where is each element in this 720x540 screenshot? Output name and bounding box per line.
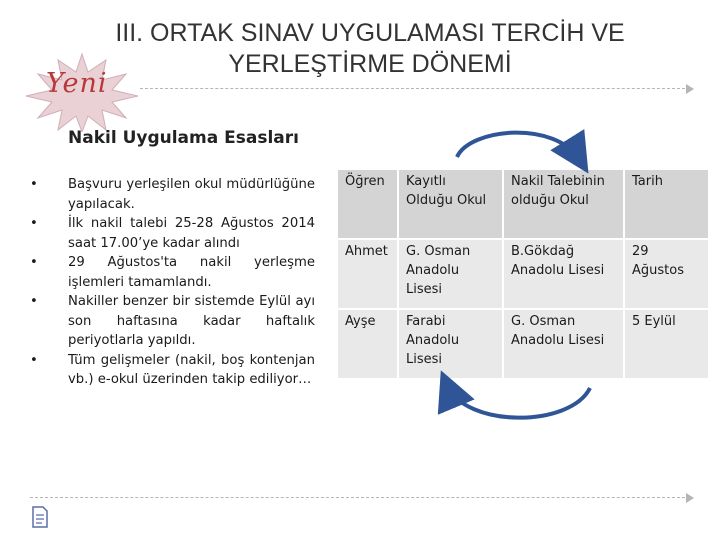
top-divider-arrow-icon — [686, 84, 694, 94]
table-cell: G. Osman Anadolu Lisesi — [503, 309, 624, 379]
header-requested-school: Nakil Talebinin olduğu Okul — [503, 170, 624, 239]
header-date: Tarih — [624, 170, 709, 239]
bullet-text: 29 Ağustos'ta nakil yerleşme işlemleri tamamlandı. — [68, 255, 315, 290]
table-row — [338, 309, 709, 379]
bullet-dot-icon: • — [30, 294, 38, 309]
table-cell: Farabi Anadolu Lisesi — [398, 309, 503, 379]
header-registered-school: Kayıtlı Olduğu Okul — [398, 170, 503, 239]
bullet-dot-icon: • — [30, 352, 38, 368]
new-badge: Yeni — [46, 68, 108, 99]
bullet-item — [30, 253, 315, 292]
bullet-dot-icon: • — [30, 216, 38, 231]
bullet-dot-icon: • — [30, 177, 38, 192]
table-cell: 29 Ağustos — [624, 239, 709, 309]
top-curved-arrow-icon — [457, 133, 580, 160]
table-cell: 5 Eylül — [624, 309, 709, 379]
bullet-text: İlk nakil talebi 25-28 Ağustos 2014 saat 17.00’ye kadar alındı — [68, 216, 315, 251]
bullet-dot-icon: • — [30, 255, 38, 270]
bullet-text: Tüm gelişmeler (nakil, boş kontenjan vb.) e-okul üzerinden takip ediliyor… — [68, 352, 315, 387]
bullet-text: Başvuru yerleşilen okul müdürlüğüne yapılacak. — [68, 177, 315, 212]
bottom-divider-arrow-icon — [686, 493, 694, 503]
table-row — [338, 239, 709, 309]
table-cell: Ahmet — [338, 239, 398, 309]
transfer-table — [338, 170, 710, 380]
bottom-curved-arrow-icon — [447, 385, 590, 418]
bullet-item — [30, 214, 315, 253]
bottom-divider — [30, 497, 685, 498]
slide-title: III. ORTAK SINAV UYGULAMASI TERCİH VE YERLEŞTİRME DÖNEMİ — [115, 19, 625, 78]
table-cell: Ayşe — [338, 309, 398, 379]
bullet-item — [30, 292, 315, 351]
document-icon — [31, 506, 49, 528]
table-header-row — [338, 170, 709, 239]
bullet-text: Nakiller benzer bir sistemde Eylül ayı son haftasına kadar haftalık periyotlarla yapıldı. — [68, 294, 315, 348]
header-student: Öğren — [338, 170, 398, 239]
bullet-item — [30, 351, 315, 390]
table-cell: B.Gökdağ Anadolu Lisesi — [503, 239, 624, 309]
table-cell: G. Osman Anadolu Lisesi — [398, 239, 503, 309]
top-divider — [140, 88, 685, 89]
bullet-list — [30, 175, 315, 390]
subtitle: Nakil Uygulama Esasları — [68, 128, 299, 148]
bullet-item — [30, 175, 315, 214]
